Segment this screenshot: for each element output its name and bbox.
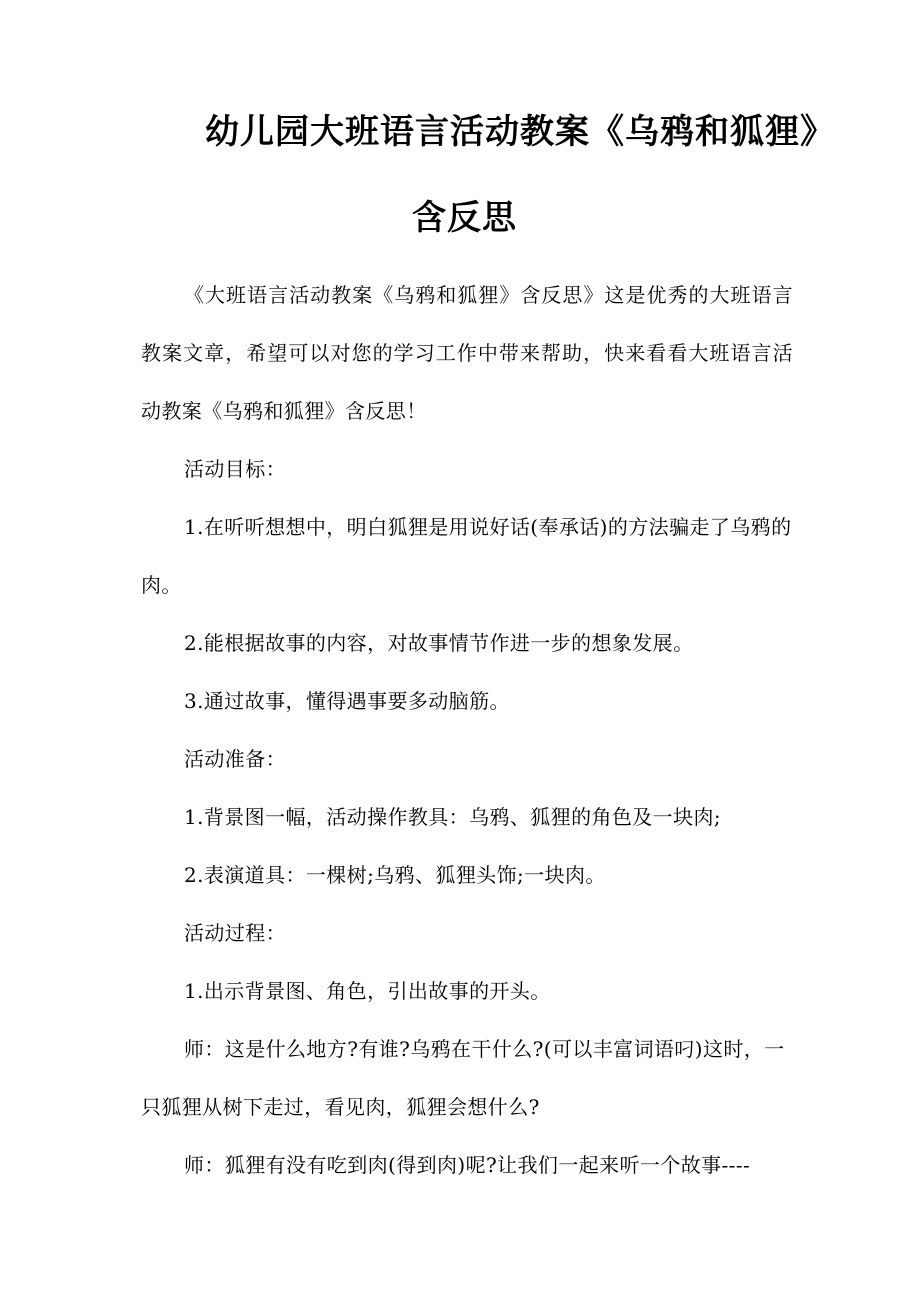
section-heading-goals: 活动目标： xyxy=(184,457,286,481)
document-title-line-2: 含反思 xyxy=(412,198,517,238)
section-heading-preparation: 活动准备： xyxy=(184,747,286,771)
teacher-dialogue-1: 师：这是什么地方?有谁?乌鸦在干什么?(可以丰富词语叼)这时，一只狐狸从树下走过，看见肉，狐狸会想什么? xyxy=(141,1037,785,1119)
process-step-1: 1.出示背景图、角色，引出故事的开头。 xyxy=(184,979,551,1003)
goal-item-1: 1.在听听想想中，明白狐狸是用说好话(奉承话)的方法骗走了乌鸦的肉。 xyxy=(141,515,792,597)
preparation-item-1: 1.背景图一幅，活动操作教具：乌鸦、狐狸的角色及一块肉; xyxy=(184,805,722,829)
preparation-item-2: 2.表演道具：一棵树;乌鸦、狐狸头饰;一块肉。 xyxy=(184,863,606,887)
intro-paragraph: 《大班语言活动教案《乌鸦和狐狸》含反思》这是优秀的大班语言教案文章，希望可以对您的学习工作中带来帮助，快来看看大班语言活动教案《乌鸦和狐狸》含反思！ xyxy=(141,283,793,423)
document-title-line-1: 幼儿园大班语言活动教案《乌鸦和狐狸》 xyxy=(205,112,835,152)
section-heading-process: 活动过程： xyxy=(184,921,286,945)
goal-item-2: 2.能根据故事的内容，对故事情节作进一步的想象发展。 xyxy=(184,631,694,655)
goal-item-3: 3.通过故事，懂得遇事要多动脑筋。 xyxy=(184,689,510,713)
teacher-dialogue-2: 师：狐狸有没有吃到肉(得到肉)呢?让我们一起来听一个故事---- xyxy=(184,1153,751,1177)
